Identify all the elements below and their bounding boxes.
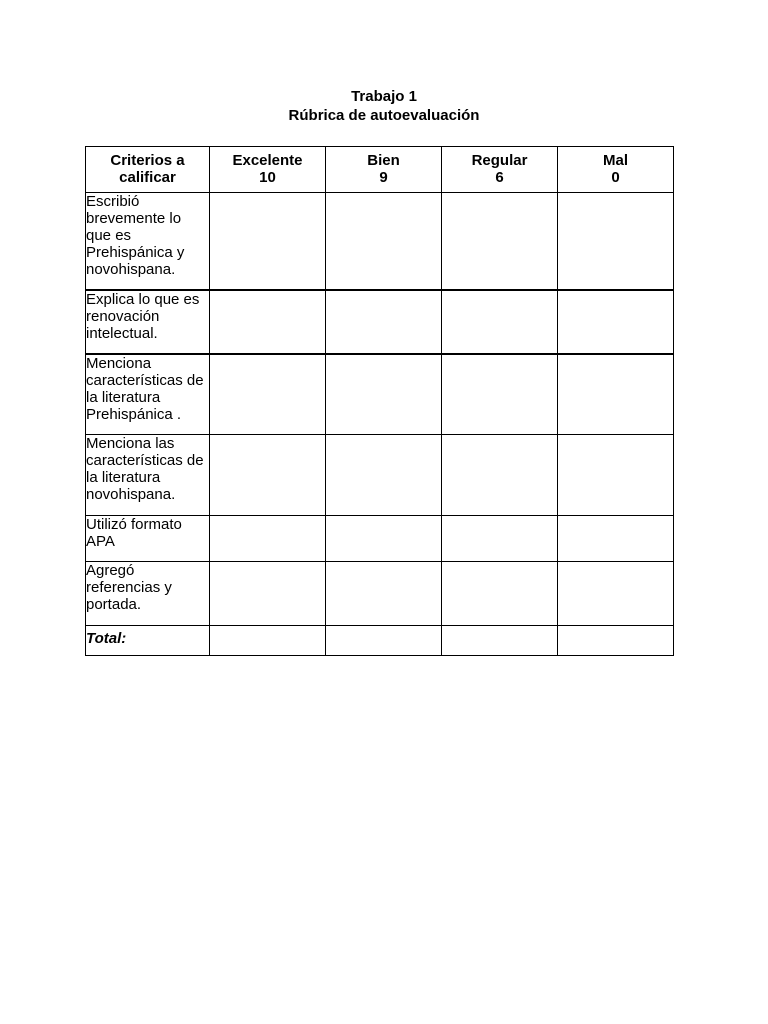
total-cell — [442, 626, 558, 656]
score-cell — [558, 193, 674, 290]
score-cell — [210, 435, 326, 516]
header-mal — [558, 147, 674, 193]
table-row — [86, 354, 674, 435]
rubric-table — [85, 146, 674, 656]
total-label: Total: — [86, 626, 210, 656]
document-title: Trabajo 1 — [351, 88, 417, 105]
header-label: Excelente — [232, 152, 303, 169]
header-score: 6 — [495, 169, 504, 186]
table-row — [86, 290, 674, 354]
header-score: 9 — [379, 169, 388, 186]
score-cell — [326, 562, 442, 626]
header-score: 0 — [611, 169, 620, 186]
score-cell — [442, 193, 558, 290]
score-cell — [558, 435, 674, 516]
header-bien — [326, 147, 442, 193]
criteria-cell: Utilizó formato APA — [86, 516, 210, 562]
score-cell — [326, 516, 442, 562]
score-cell — [558, 354, 674, 435]
score-cell — [558, 290, 674, 354]
score-cell — [210, 562, 326, 626]
score-cell — [442, 435, 558, 516]
score-cell — [210, 354, 326, 435]
header-label: Regular — [471, 152, 528, 169]
table-row — [86, 193, 674, 290]
header-label: Mal — [602, 152, 628, 169]
score-cell — [326, 354, 442, 435]
score-cell — [326, 290, 442, 354]
header-criteria-line1: Criterios a — [110, 152, 185, 169]
criteria-cell: Agregó referencias y portada. — [86, 562, 210, 626]
score-cell — [442, 516, 558, 562]
criteria-cell: Menciona características de la literatura Prehispánica . — [86, 354, 210, 435]
document-subtitle: Rúbrica de autoevaluación — [288, 107, 480, 124]
score-cell — [442, 354, 558, 435]
score-cell — [210, 193, 326, 290]
criteria-cell: Menciona las características de la literatura novohispana. — [86, 435, 210, 516]
score-cell — [210, 290, 326, 354]
table-row — [86, 516, 674, 562]
score-cell — [442, 290, 558, 354]
document-title-block — [0, 87, 768, 125]
header-criteria-line2: calificar — [119, 169, 176, 186]
total-row — [86, 626, 674, 656]
header-excelente — [210, 147, 326, 193]
score-cell — [558, 516, 674, 562]
score-cell — [210, 516, 326, 562]
header-row — [86, 147, 674, 193]
table-row — [86, 562, 674, 626]
total-cell — [558, 626, 674, 656]
total-cell — [326, 626, 442, 656]
score-cell — [326, 435, 442, 516]
header-criteria — [86, 147, 210, 193]
score-cell — [558, 562, 674, 626]
header-regular — [442, 147, 558, 193]
score-cell — [326, 193, 442, 290]
score-cell — [442, 562, 558, 626]
total-cell — [210, 626, 326, 656]
header-score: 10 — [259, 169, 276, 186]
criteria-cell: Explica lo que es renovación intelectual. — [86, 290, 210, 354]
criteria-cell: Escribió brevemente lo que es Prehispánica y novohispana. — [86, 193, 210, 290]
table-row — [86, 435, 674, 516]
header-label: Bien — [367, 152, 400, 169]
